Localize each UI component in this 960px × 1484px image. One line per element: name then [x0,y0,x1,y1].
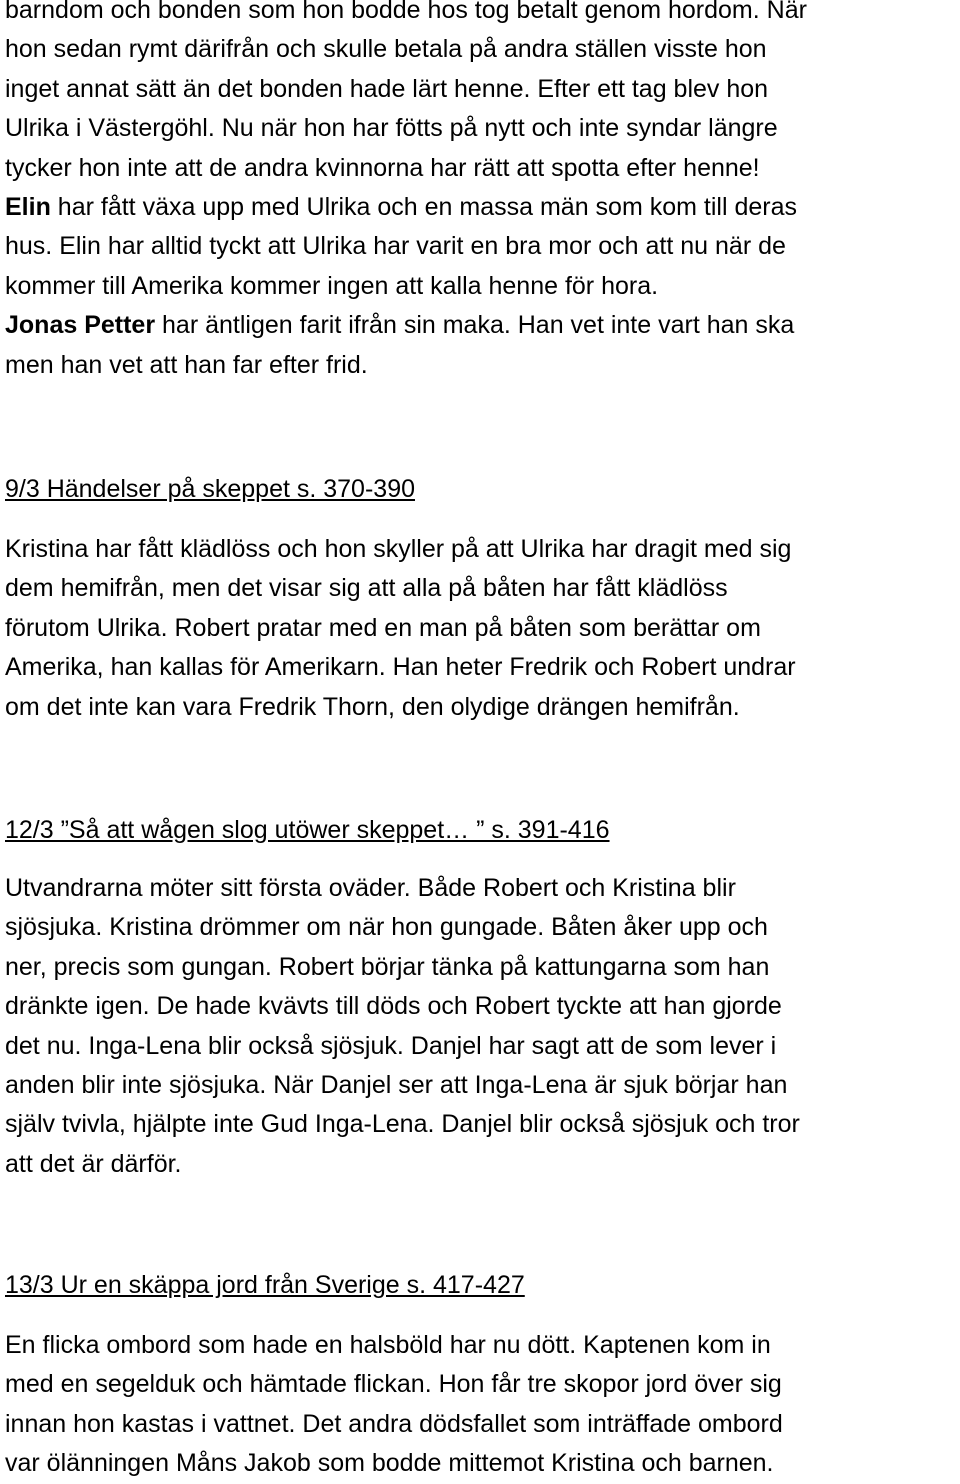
text-line: dem hemifrån, men det visar sig att alla på båten har fått klädlöss [5,574,728,603]
section-paragraph [5,1326,783,1484]
text-line: om det inte kan vara Fredrik Thorn, den olydige drängen hemifrån. [5,692,740,721]
text-line: tycker hon inte att de andra kvinnorna har rätt att spotta efter henne! [5,153,760,182]
character-name-jonas-petter: Jonas Petter [5,311,156,340]
section-paragraph [5,869,800,1184]
text-line: Amerika, han kallas för Amerikarn. Han heter Fredrik och Robert undrar [5,653,796,682]
text-line: inget annat sätt än det bonden hade lärt henne. Efter ett tag blev hon [5,74,769,103]
text-line: förutom Ulrika. Robert pratar med en man på båten som berättar om [5,613,761,642]
text-line: själv tvivla, hjälpte inte Gud Inga-Lena. Danjel blir också sjösjuk och tror [5,1110,800,1139]
text-line: En flicka ombord som hade en halsböld har nu dött. Kaptenen kom in [5,1331,771,1359]
text-line: det nu. Inga-Lena blir också sjösjuk. Danjel har sagt att de som lever i [5,1031,777,1060]
text-line: sjösjuka. Kristina drömmer om när hon gungade. Båten åker upp och [5,913,768,942]
text-line: att det är därför. [5,1149,182,1178]
section-heading: 9/3 Händelser på skeppet s. 370-390 [5,475,415,503]
intro-paragraph [5,0,807,385]
text-line-rest: har äntligen farit ifrån sin maka. Han vet inte vart han ska [162,311,795,340]
text-line: anden blir inte sjösjuka. När Danjel ser att Inga-Lena är sjuk börjar han [5,1071,788,1100]
text-line: hus. Elin har alltid tyckt att Ulrika har varit en bra mor och att nu när de [5,232,786,261]
text-line: kommer till Amerika kommer ingen att kalla henne för hora. [5,271,659,300]
character-name-elin: Elin [5,193,51,222]
text-line: ner, precis som gungan. Robert börjar tänka på kattungarna som han [5,952,770,981]
section-paragraph [5,530,796,727]
section-heading: 13/3 Ur en skäppa jord från Sverige s. 417-427 [5,1271,525,1299]
text-line [5,306,807,345]
section-heading: 12/3 ”Så att wågen slog utöwer skeppet… ” s. 391-416 [5,816,610,844]
text-line: Utvandrarna möter sitt första oväder. Både Robert och Kristina blir [5,874,736,902]
text-line-rest: har fått växa upp med Ulrika och en massa män som kom till deras [57,193,797,222]
text-line: Ulrika i Västergöhl. Nu när hon har fötts på nytt och inte syndar längre [5,114,778,143]
text-line: innan hon kastas i vattnet. Det andra dödsfallet som inträffade ombord [5,1409,783,1438]
text-line: barndom och bonden som hon bodde hos tog betalt genom hordom. När [5,0,807,24]
text-line: hon sedan rymt därifrån och skulle betala på andra ställen visste hon [5,35,767,64]
text-line: var ölänningen Måns Jakob som bodde mittemot Kristina och barnen. [5,1449,774,1478]
text-line [5,188,807,227]
text-line: Kristina har fått klädlöss och hon skyller på att Ulrika har dragit med sig [5,535,792,563]
text-line: men han vet att han far efter frid. [5,350,368,379]
text-line: med en segelduk och hämtade flickan. Hon får tre skopor jord över sig [5,1370,782,1399]
text-line: dränkte igen. De hade kvävts till döds och Robert tyckte att han gjorde [5,992,782,1021]
